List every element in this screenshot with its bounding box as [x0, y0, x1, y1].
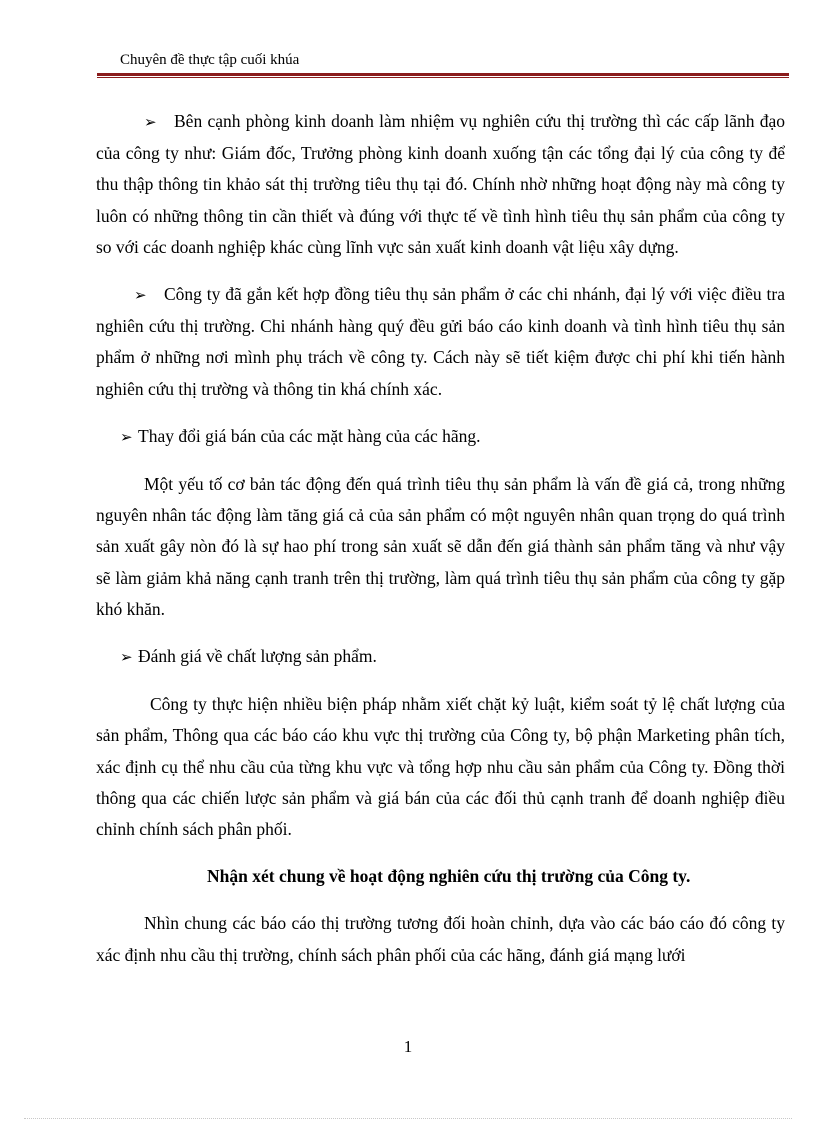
page-number: 1	[403, 1037, 413, 1056]
paragraph-quality: Công ty thực hiện nhiều biện pháp nhằm xiết chặt kỷ luật, kiểm soát tỷ lệ chất lượng của sản phẩm, Thông qua các báo cáo khu vực thị trường của Công ty, bộ phận Marketing phân tích, xác định cụ thể nhu cầu của từng khu vực và tổng hợp nhu cầu sản phẩm của Công ty. Đồng thời thông qua các chiến lược sản phẩm và giá bán của các đối thủ cạnh tranh để doanh nghiệp điều chỉnh chính sách phân phối.	[96, 694, 785, 840]
running-header: Chuyên đề thực tập cuối khúa	[120, 52, 300, 68]
paragraph-text: Bên cạnh phòng kinh doanh làm nhiệm vụ nghiên cứu thị trường thì các cấp lãnh đạo của công ty như: Giám đốc, Trưởng phòng kinh doanh xuống tận các tổng đại lý của công ty để thu thập thông tin khảo sát thị trường tiêu thụ tại đó. Chính nhờ những hoạt động này mà công ty luôn có những thông tin cần thiết và đúng với thực tế về tình hình tiêu thụ sản phẩm của công ty so với các doanh nghiệp khác cùng lĩnh vực sản xuất kinh doanh vật liệu xây dựng.	[96, 111, 785, 257]
bullet-text: Đánh giá về chất lượng sản phẩm.	[138, 646, 377, 667]
document-body	[96, 106, 785, 987]
arrow-bullet-icon: ➢	[144, 113, 157, 131]
paragraph-price: Một yếu tố cơ bản tác động đến quá trình tiêu thụ sản phẩm là vấn đề giá cả, trong những nguyên nhân tác động làm tăng giá cả của sản phẩm có một nguyên nhân quan trọng do quá trình sản xuất gây nòn đó là sự hao phí trong sản xuất sẽ dẫn đến giá thành sản phẩm tăng và như vậy sẽ làm giảm khả năng cạnh tranh trên thị trường, làm quá trình tiêu thụ sản phẩm của công ty gặp khó khăn.	[96, 474, 785, 619]
paragraph-summary: Nhìn chung các báo cáo thị trường tương đối hoàn chỉnh, dựa vào các báo cáo đó công ty xác định nhu cầu thị trường, chính sách phân phối của các hãng, đánh giá mạng lưới	[96, 913, 785, 965]
bullet-paragraph-leaders	[96, 106, 785, 263]
section-heading: Nhận xét chung về hoạt động nghiên cứu thị trường của Công ty.	[207, 866, 691, 887]
paragraph-text: Công ty đã gắn kết hợp đồng tiêu thụ sản phẩm ở các chi nhánh, đại lý với việc điều tra nghiên cứu thị trường. Chi nhánh hàng quý đều gửi báo cáo kinh doanh và tình hình tiêu thụ sản phẩm ở những nơi mình phụ trách về công ty. Cách này sẽ tiết kiệm được chi phí khi tiến hành nghiên cứu thị trường và thông tin khá chính xác.	[96, 284, 785, 399]
bullet-item-quality	[96, 641, 785, 673]
page-bottom-edge	[24, 1118, 792, 1119]
bullet-item-price-change	[96, 421, 785, 453]
bullet-text: Thay đổi giá bán của các mặt hàng của các hãng.	[138, 425, 481, 446]
header-rule-thin	[97, 77, 789, 78]
arrow-bullet-icon: ➢	[120, 648, 133, 667]
bullet-paragraph-contracts	[96, 279, 785, 405]
header-rule	[97, 73, 789, 76]
arrow-bullet-icon: ➢	[120, 427, 133, 446]
arrow-bullet-icon: ➢	[134, 286, 147, 305]
